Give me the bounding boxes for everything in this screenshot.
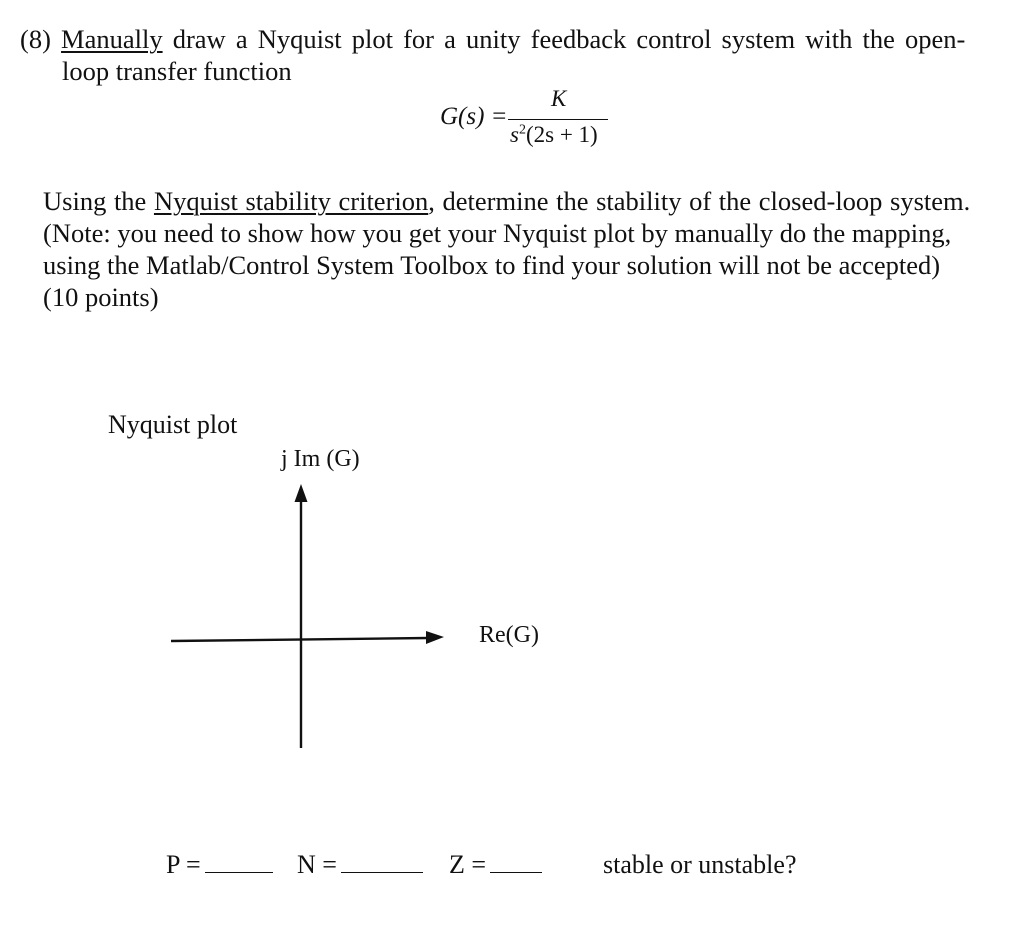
paragraph-line-4: (10 points)	[43, 282, 159, 312]
p-label: P =	[166, 850, 201, 879]
p-blank[interactable]	[205, 850, 273, 873]
denominator-exponent: 2	[518, 122, 526, 138]
real-axis-arrow	[426, 631, 444, 644]
paragraph-line-3: using the Matlab/Control System Toolbox to find your solution will not be accepted)	[43, 250, 941, 280]
x-axis-label: Re(G)	[479, 622, 539, 648]
paragraph-line-2: (Note: you need to show how you get your Nyquist plot by manually do the mapping,	[43, 218, 952, 248]
question-line-2: loop transfer function	[62, 56, 292, 86]
z-label: Z =	[449, 850, 487, 879]
p-answer	[166, 850, 273, 880]
question-number: (8)	[20, 24, 51, 54]
equation-lhs-text: G(s) =	[440, 103, 508, 130]
stability-question: stable or unstable?	[603, 850, 797, 879]
manually-emphasis: Manually	[61, 24, 163, 54]
z-answer	[449, 850, 542, 880]
imaginary-axis-arrow	[295, 484, 308, 502]
denominator-rest: (2s + 1)	[525, 122, 598, 147]
y-axis-label: j Im (G)	[281, 446, 360, 472]
paragraph-line-1-post: , determine the stability of the closed-loop system.	[428, 186, 971, 216]
denominator-base: s	[510, 122, 519, 147]
n-answer	[297, 850, 423, 880]
paragraph-line-1-pre: Using the	[43, 186, 147, 216]
n-label: N =	[297, 850, 337, 879]
n-blank[interactable]	[341, 850, 423, 873]
equation-numerator: K	[551, 86, 567, 111]
plot-title: Nyquist plot	[108, 410, 238, 439]
question-line-1-text: draw a Nyquist plot for a unity feedback control system with the open-	[172, 24, 966, 54]
nyquist-criterion-link: Nyquist stability criterion	[153, 186, 429, 216]
z-blank[interactable]	[490, 850, 542, 873]
real-axis	[171, 638, 428, 641]
